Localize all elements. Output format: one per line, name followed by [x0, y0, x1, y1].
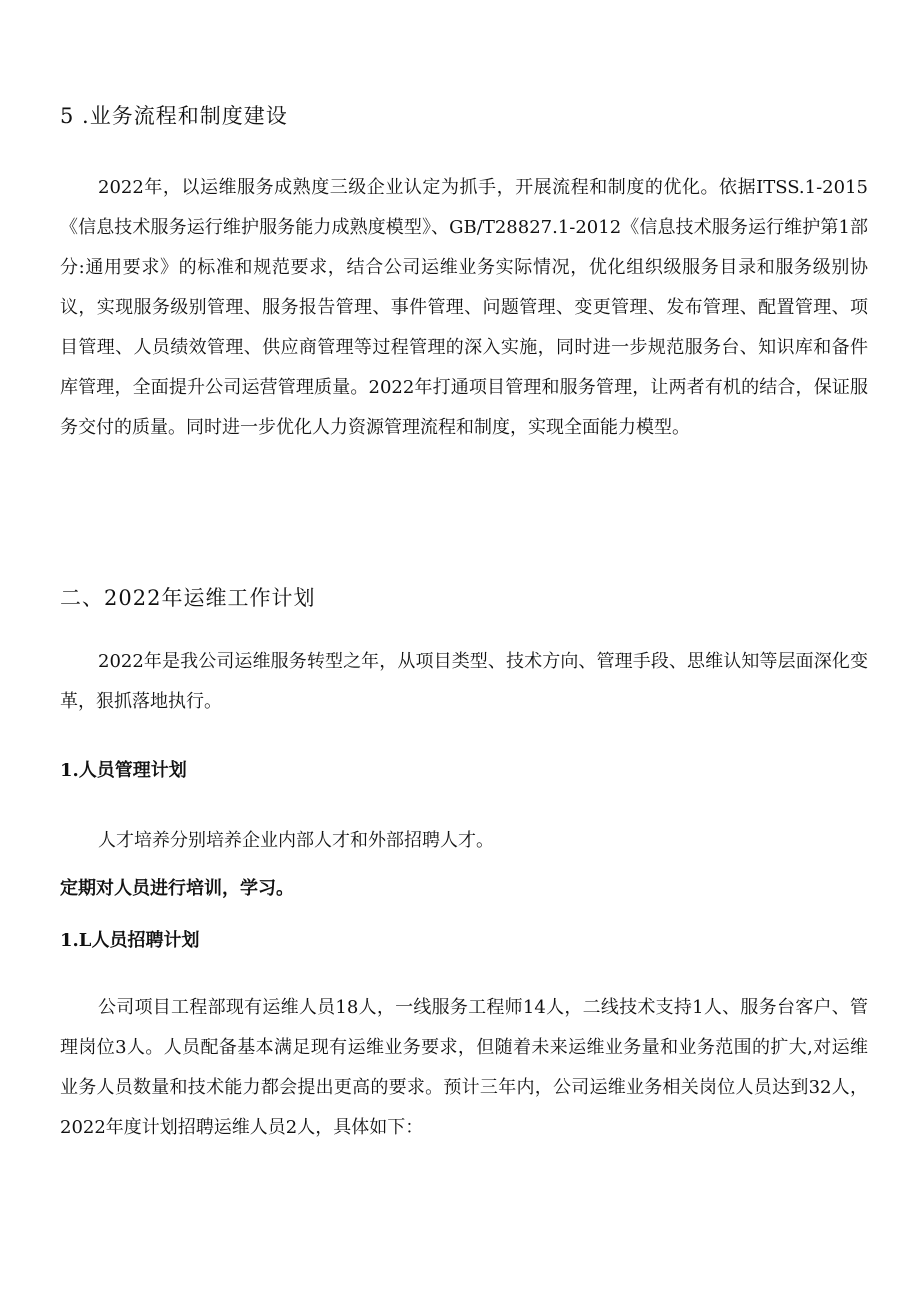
- subsection-1-1-paragraph: 公司项目工程部现有运维人员18人，一线服务工程师14人，二线技术支持1人、服务台客户、管理岗位3人。人员配备基本满足现有运维业务要求，但随着未来运维业务量和业务范围的扩大,对运维业务人员数量和技术能力都会提出更高的要求。预计三年内，公司运维业务相关岗位人员达到32人，2022年度计划招聘运维人员2人，具体如下：: [60, 997, 868, 1138]
- section-5-title: 5 .业务流程和制度建设: [60, 104, 288, 128]
- part-2-title: 二、2022年运维工作计划: [60, 586, 316, 610]
- part-2-paragraph: 2022年是我公司运维服务转型之年，从项目类型、技术方向、管理手段、思维认知等层面深化变革，狠抓落地执行。: [60, 651, 868, 712]
- subsection-1-paragraph: 人才培养分别培养企业内部人才和外部招聘人才。: [98, 830, 494, 851]
- subsection-1-title: 1.人员管理计划: [60, 760, 187, 781]
- section-5-paragraph: 2022年，以运维服务成熟度三级企业认定为抓手，开展流程和制度的优化。依据ITSS.1-2015《信息技术服务运行维护服务能力成熟度模型》、GB/T28827.1-2012《信息技术服务运行维护第1部分:通用要求》的标准和规范要求，结合公司运维业务实际情况，优化组织级服务目录和服务级别协议，实现服务级别管理、服务报告管理、事件管理、问题管理、变更管理、发布管理、配置管理、项目管理、人员绩效管理、供应商管理等过程管理的深入实施，同时进一步规范服务台、知识库和备件库管理，全面提升公司运营管理质量。2022年打通项目管理和服务管理，让两者有机的结合，保证服务交付的质量。同时进一步优化人力资源管理流程和制度，实现全面能力模型。: [60, 177, 868, 438]
- training-line: 定期对人员进行培训，学习。: [60, 878, 294, 899]
- subsection-1-1-title: 1.L人员招聘计划: [60, 930, 200, 951]
